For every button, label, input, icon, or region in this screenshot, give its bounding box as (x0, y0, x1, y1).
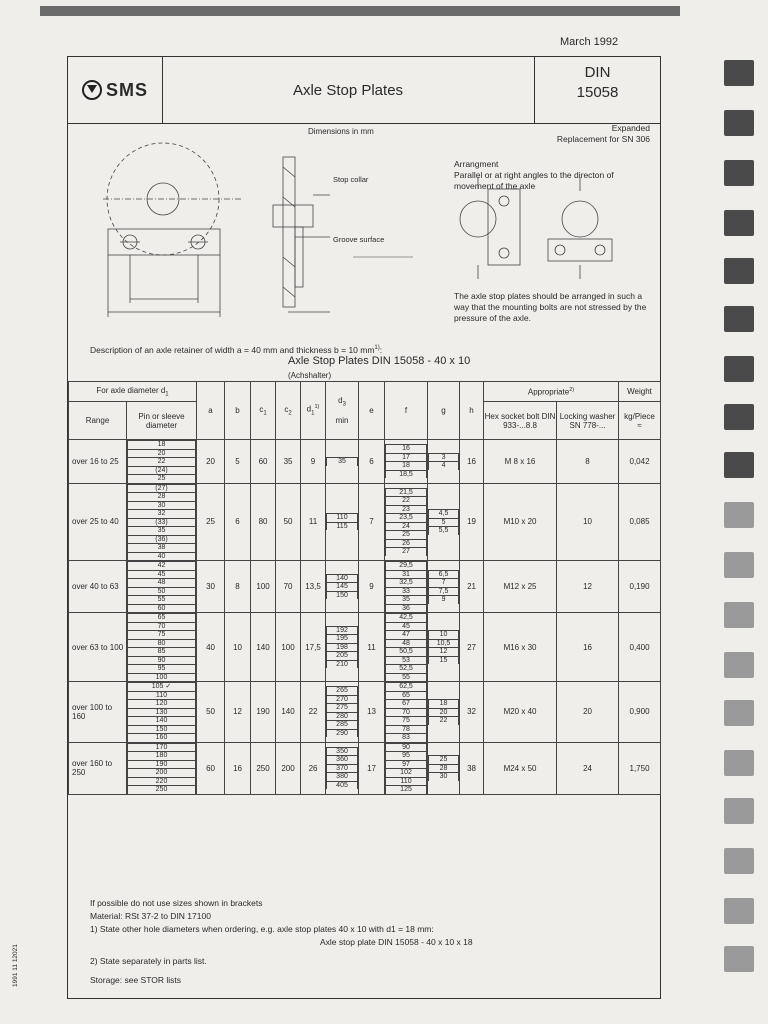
list-item: 21,5 (386, 488, 427, 497)
weight-cell: 0,400 (619, 613, 661, 682)
list-item: 17 (386, 453, 427, 462)
list-item: 350 (327, 747, 358, 756)
bolt-cell: M 8 x 16 (484, 440, 557, 484)
list-item: 23,5 (386, 514, 427, 523)
range-cell: over 63 to 100 (69, 613, 127, 682)
list-item: 4,5 (429, 510, 459, 519)
list-item: 45 (128, 570, 196, 579)
list-item: 28 (429, 764, 459, 773)
list-item: 7 (429, 579, 459, 588)
table-row (69, 682, 661, 743)
list-item: 22 (128, 458, 196, 467)
c2-cell: 200 (276, 742, 301, 794)
list-item: 48 (386, 639, 427, 648)
list-item: 33 (386, 587, 427, 596)
list-item: 192 (327, 626, 358, 635)
list-item: 26 (386, 539, 427, 548)
footnotes: If possible do not use sizes shown in brackets Material: RSt 37-2 to DIN 17100 1) State other hole diameters when ordering, e.g. axle stop plates 40 x 10 with d1 = 18 mm: Axle stop plate DIN 15058 - 40 x 10 x 18 2) State separately in parts list. Storage: see STOR lists (90, 898, 473, 985)
list-item: 29,5 (386, 562, 427, 571)
list-item: 150 (327, 591, 358, 599)
e-cell: 11 (359, 613, 385, 682)
list-item: 105 ✓ (128, 683, 196, 692)
list-item: 40 (128, 552, 196, 560)
list-item: 35 (386, 596, 427, 605)
d3-cell (326, 483, 359, 561)
list-item: 30 (128, 501, 196, 510)
f-cell (385, 561, 428, 613)
h-cell: 32 (460, 682, 484, 743)
a-cell: 40 (197, 613, 225, 682)
list-item: 220 (128, 777, 196, 786)
arrangement-axle-left (460, 201, 496, 237)
list-item: 270 (327, 695, 358, 704)
sheet-title: Axle Stop Plates (292, 81, 404, 99)
list-item: 22 (429, 717, 459, 725)
arrangement-note: The axle stop plates should be arranged in such a way that the mounting bolts are not stressed by the pressure of the axle. (454, 291, 647, 323)
d1-cell: 13,5 (301, 561, 326, 613)
side-code: 1991 11 12021 (12, 944, 19, 987)
pin-diameter-cell (127, 561, 197, 613)
weight-cell: 0,042 (619, 440, 661, 484)
d3-cell (326, 440, 359, 484)
list-item: 97 (386, 760, 427, 769)
list-item: 48 (128, 579, 196, 588)
list-item: 18 (429, 700, 459, 709)
e-cell: 13 (359, 682, 385, 743)
list-item: 280 (327, 712, 358, 721)
list-item: 30 (429, 773, 459, 781)
list-item: 210 (327, 660, 358, 668)
list-item: 24 (386, 522, 427, 531)
list-item: 62,5 (386, 683, 427, 692)
table-row (69, 613, 661, 682)
list-item: 110 (327, 514, 358, 523)
list-item: 25 (386, 531, 427, 540)
list-item: (27) (128, 484, 196, 493)
list-item: 28 (128, 493, 196, 502)
table-row (69, 561, 661, 613)
list-item: (24) (128, 466, 196, 475)
pin-diameter-cell (127, 613, 197, 682)
c1-cell: 60 (251, 440, 276, 484)
list-item: 140 (327, 574, 358, 583)
d3-cell (326, 561, 359, 613)
list-item: 18 (386, 462, 427, 471)
list-item: 31 (386, 570, 427, 579)
din-number-box: DIN 15058 (534, 57, 660, 123)
list-item: 12 (429, 648, 459, 657)
b-cell: 10 (225, 613, 251, 682)
list-item: 60 (128, 604, 196, 612)
list-item: 5 (429, 518, 459, 527)
list-item: 200 (128, 769, 196, 778)
description-line: Description of an axle retainer of width a = 40 mm and thickness b = 10 $mm^{1)}$: (90, 345, 383, 355)
pin-diameter-cell (127, 483, 197, 561)
description-designation: Axle Stop Plates DIN 15058 - 40 x 10 (288, 355, 471, 367)
list-item: 70 (128, 622, 196, 631)
list-item: 22 (386, 497, 427, 506)
a-cell: 20 (197, 440, 225, 484)
list-item: 78 (386, 725, 427, 734)
d1-cell: 9 (301, 440, 326, 484)
list-item: 170 (128, 743, 196, 752)
c2-cell: 35 (276, 440, 301, 484)
list-item: 18,5 (386, 470, 427, 478)
list-item: 125 (386, 786, 427, 794)
list-item: 90 (128, 656, 196, 665)
list-item: 52,5 (386, 665, 427, 674)
a-cell: 25 (197, 483, 225, 561)
list-item: 100 (128, 673, 196, 681)
list-item: 95 (128, 665, 196, 674)
list-item: 65 (128, 614, 196, 623)
c2-cell: 100 (276, 613, 301, 682)
sheet-header (68, 57, 660, 124)
d1-cell: 26 (301, 742, 326, 794)
e-cell: 17 (359, 742, 385, 794)
list-item: 70 (386, 708, 427, 717)
weight-cell: 1,750 (619, 742, 661, 794)
dimensions-table-body (69, 440, 661, 795)
f-cell (385, 742, 428, 794)
list-item: 195 (327, 635, 358, 644)
c1-cell: 250 (251, 742, 276, 794)
g-cell (428, 561, 460, 613)
list-item: 80 (128, 639, 196, 648)
spiral-binding (710, 0, 768, 1024)
list-item: 140 (128, 717, 196, 726)
b-cell: 6 (225, 483, 251, 561)
g-cell (428, 742, 460, 794)
list-item: 9 (429, 596, 459, 604)
list-item: 55 (128, 596, 196, 605)
scan-top-bar (40, 6, 680, 16)
datasheet-frame (12, 56, 661, 999)
list-item: 18 (128, 441, 196, 450)
b-cell: 8 (225, 561, 251, 613)
list-item: (36) (128, 535, 196, 544)
h-cell: 21 (460, 561, 484, 613)
list-item: 27 (386, 548, 427, 556)
list-item: 32,5 (386, 579, 427, 588)
list-item: 25 (128, 475, 196, 483)
arrangement-text: Arrangment Parallel or at right angles to the directon of movement of the axle (454, 159, 614, 191)
bolt-cell: M20 x 40 (484, 682, 557, 743)
pin-diameter-cell (127, 682, 197, 743)
list-item: 75 (128, 631, 196, 640)
h-cell: 27 (460, 613, 484, 682)
d1-cell: 11 (301, 483, 326, 561)
bolt-cell: M12 x 25 (484, 561, 557, 613)
list-item: 3 (429, 453, 459, 462)
washer-cell: 12 (557, 561, 619, 613)
list-item: 110 (128, 691, 196, 700)
e-cell: 6 (359, 440, 385, 484)
b-cell: 16 (225, 742, 251, 794)
list-item: 67 (386, 700, 427, 709)
list-item: 150 (128, 725, 196, 734)
range-cell: over 100 to 160 (69, 682, 127, 743)
f-cell (385, 682, 428, 743)
list-item: 32 (128, 510, 196, 519)
groove-surface-label: Groove surface (333, 235, 385, 244)
a-cell: 60 (197, 742, 225, 794)
list-item: 198 (327, 643, 358, 652)
list-item: 85 (128, 648, 196, 657)
list-item: 7,5 (429, 587, 459, 596)
list-item: 53 (386, 656, 427, 665)
list-item: 10,5 (429, 639, 459, 648)
list-item: 47 (386, 631, 427, 640)
list-item: 145 (327, 583, 358, 592)
washer-cell: 16 (557, 613, 619, 682)
c1-cell: 190 (251, 682, 276, 743)
list-item: (33) (128, 518, 196, 527)
g-cell (428, 682, 460, 743)
table-row (69, 440, 661, 484)
list-item: 20 (128, 449, 196, 458)
list-item: 4 (429, 462, 459, 470)
c1-cell: 100 (251, 561, 276, 613)
f-cell (385, 440, 428, 484)
list-item: 36 (386, 604, 427, 612)
f-cell (385, 483, 428, 561)
weight-cell: 0,900 (619, 682, 661, 743)
bolt-cell: M16 x 30 (484, 613, 557, 682)
list-item: 45 (386, 622, 427, 631)
list-item: 120 (128, 700, 196, 709)
c2-cell: 140 (276, 682, 301, 743)
list-item: 265 (327, 687, 358, 696)
pin-diameter-cell (127, 742, 197, 794)
list-item: 6,5 (429, 570, 459, 579)
list-item: 20 (429, 708, 459, 717)
list-item: 15 (429, 656, 459, 664)
list-item: 90 (386, 743, 427, 752)
list-item: 102 (386, 769, 427, 778)
stop-collar-label: Stop collar (333, 175, 369, 184)
g-cell (428, 440, 460, 484)
list-item: 42 (128, 562, 196, 571)
list-item: 35 (327, 458, 358, 466)
list-item: 360 (327, 756, 358, 765)
range-cell: over 16 to 25 (69, 440, 127, 484)
g-cell (428, 483, 460, 561)
c1-cell: 80 (251, 483, 276, 561)
list-item: 205 (327, 652, 358, 661)
list-item: 42,5 (386, 614, 427, 623)
list-item: 38 (128, 544, 196, 553)
range-cell: over 25 to 40 (69, 483, 127, 561)
list-item: 180 (128, 752, 196, 761)
list-item: 250 (128, 786, 196, 794)
list-item: 370 (327, 764, 358, 773)
list-item: 23 (386, 505, 427, 514)
b-cell: 5 (225, 440, 251, 484)
a-cell: 50 (197, 682, 225, 743)
weight-cell: 0,085 (619, 483, 661, 561)
b-cell: 12 (225, 682, 251, 743)
list-item: 130 (128, 708, 196, 717)
list-item: 110 (386, 777, 427, 786)
list-item: 16 (386, 445, 427, 454)
list-item: 95 (386, 752, 427, 761)
washer-cell: 24 (557, 742, 619, 794)
e-cell: 7 (359, 483, 385, 561)
bolt-cell: M24 x 50 (484, 742, 557, 794)
range-cell: over 40 to 63 (69, 561, 127, 613)
list-item: 285 (327, 721, 358, 730)
c1-cell: 140 (251, 613, 276, 682)
list-item: 65 (386, 691, 427, 700)
d1-cell: 22 (301, 682, 326, 743)
list-item: 10 (429, 631, 459, 640)
h-cell: 38 (460, 742, 484, 794)
d3-cell (326, 742, 359, 794)
g-cell (428, 613, 460, 682)
sms-logo-icon (82, 80, 102, 100)
pin-diameter-cell (127, 440, 197, 484)
d3-cell (326, 613, 359, 682)
dimensions-note: Dimensions in mm (308, 127, 374, 136)
document-date: March 1992 (560, 36, 619, 48)
arrangement-axle-right (562, 201, 598, 237)
list-item: 55 (386, 673, 427, 681)
washer-cell: 10 (557, 483, 619, 561)
list-item: 25 (429, 756, 459, 765)
bolt-cell: M10 x 20 (484, 483, 557, 561)
washer-cell: 20 (557, 682, 619, 743)
weight-cell: 0,190 (619, 561, 661, 613)
f-cell (385, 613, 428, 682)
c2-cell: 50 (276, 483, 301, 561)
list-item: 83 (386, 734, 427, 742)
a-cell: 30 (197, 561, 225, 613)
c2-cell: 70 (276, 561, 301, 613)
list-item: 115 (327, 522, 358, 530)
h-cell: 19 (460, 483, 484, 561)
stop-collar-section (283, 157, 295, 307)
description-german: (Achshalter) (288, 371, 332, 380)
list-item: 380 (327, 773, 358, 782)
list-item: 35 (128, 527, 196, 536)
d3-cell (326, 682, 359, 743)
d1-cell: 17,5 (301, 613, 326, 682)
list-item: 405 (327, 781, 358, 789)
table-row (69, 742, 661, 794)
list-item: 290 (327, 729, 358, 737)
list-item: 275 (327, 704, 358, 713)
list-item: 75 (386, 717, 427, 726)
sms-logo: SMS (68, 57, 163, 123)
list-item: 50,5 (386, 648, 427, 657)
list-item: 5,5 (429, 527, 459, 535)
table-row (69, 483, 661, 561)
washer-cell: 8 (557, 440, 619, 484)
h-cell: 16 (460, 440, 484, 484)
range-cell: over 160 to 250 (69, 742, 127, 794)
list-item: 50 (128, 587, 196, 596)
list-item: 160 (128, 734, 196, 742)
list-item: 190 (128, 760, 196, 769)
expanded-note: Expanded Replacement for SN 306 (556, 123, 650, 144)
e-cell: 9 (359, 561, 385, 613)
dimensions-table: For axle diameter $d_1$ a b $c_1$ $c_2$ $d_1^{1)}$ $d_3$ min e f g h Appropriate$^{2)}$ Weight Range Pin or sleeve diameter Hex socket bolt DIN 933-...8.8 Locking washer SN 778-... kg/Piece ≈ over 16 to 25 18 20 22 (24) 25 20 5 60 35 9 35 6 16 17 18 18,5 3 4 16 M 8 x 16 8 0,042 over 25 to 40 (27) 28 30 32 (33) 35 (36) 38 40 25 6 80 50 11 110 115 7 21,5 22 23 23,5 24 25 26 27 4,5 5 5,5 19 M10 x 20 10 0,085 over 40 to 63 42 45 48 50 55 60 30 8 100 70 13,5 140 145 150 9 29,5 31 32,5 33 35 36 6,5 7 7,5 9 21 M12 x 25 12 0,190 over 63 to 100 65 70 75 80 85 90 95 100 40 10 140 100 17,5 192 195 198 205 210 11 42,5 45 47 48 50,5 53 52,5 55 10 10,5 12 15 27 M16 x 30 16 0,400 over 100 to 160 105 ✓ 110 120 130 140 150 160 50 12 190 140 22 265 270 275 280 285 290 13 62,5 65 67 70 75 78 83 18 20 22 32 M20 x 40 20 0,900 over 160 to 250 170 180 190 200 220 250 60 16 250 200 26 350 360 370 380 405 17 90 95 97 102 110 125 25 28 30 38 M24 x 50 24 1,750 (68, 381, 661, 795)
